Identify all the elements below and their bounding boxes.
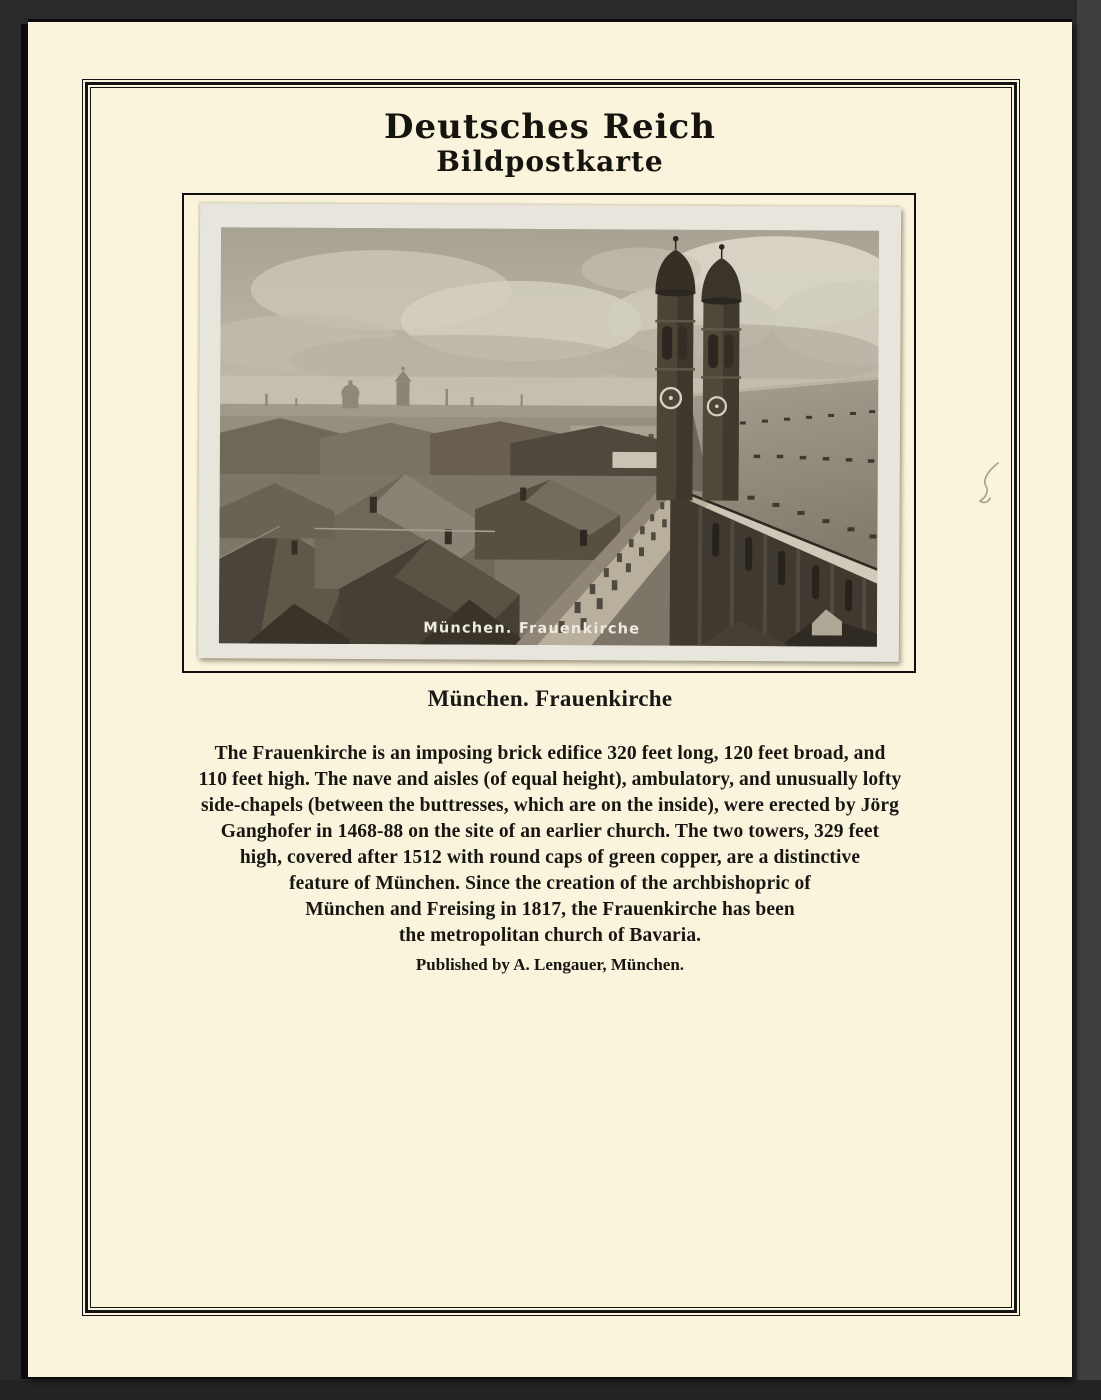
backdrop-bottom-strip	[0, 1380, 1101, 1400]
right-tower	[700, 244, 741, 501]
postcard-photo	[219, 227, 879, 646]
photo-frame	[182, 193, 916, 673]
photo-caption-text: München. Frauenkirche	[423, 620, 641, 638]
header-subtitle: Bildpostkarte	[436, 145, 664, 178]
postcard-caption: München. Frauenkirche	[427, 686, 673, 711]
description-line: Ganghofer in 1468-88 on the site of an earlier church. The two towers, 329 feet	[220, 821, 880, 842]
description-line: 110 feet high. The nave and aisles (of equal height), ambulatory, and unusually lofty	[198, 769, 902, 790]
description-line: the metropolitan church of Bavaria.	[398, 925, 702, 946]
description-line: The Frauenkirche is an imposing brick edifice 320 feet long, 120 feet broad, and	[214, 743, 886, 764]
description-line: high, covered after 1512 with round caps of green copper, are a distinctive	[239, 847, 861, 868]
description-line: München and Freising in 1817, the Frauenkirche has been	[305, 899, 795, 920]
pencil-squiggle-icon	[974, 458, 1008, 510]
description-line: side-chapels (between the buttresses, which are on the inside), were erected by Jörg	[200, 795, 900, 816]
backdrop-right-strip	[1077, 0, 1101, 1400]
postcard	[198, 203, 901, 662]
left-tower	[654, 236, 695, 501]
page-header	[28, 108, 1072, 178]
description-paragraph	[140, 741, 960, 949]
publisher-line: Published by A. Lengauer, München.	[415, 955, 685, 974]
header-title: Deutsches Reich	[384, 107, 716, 147]
description-line: feature of München. Since the creation of the archbishopric of	[289, 873, 811, 894]
album-page	[28, 22, 1072, 1377]
